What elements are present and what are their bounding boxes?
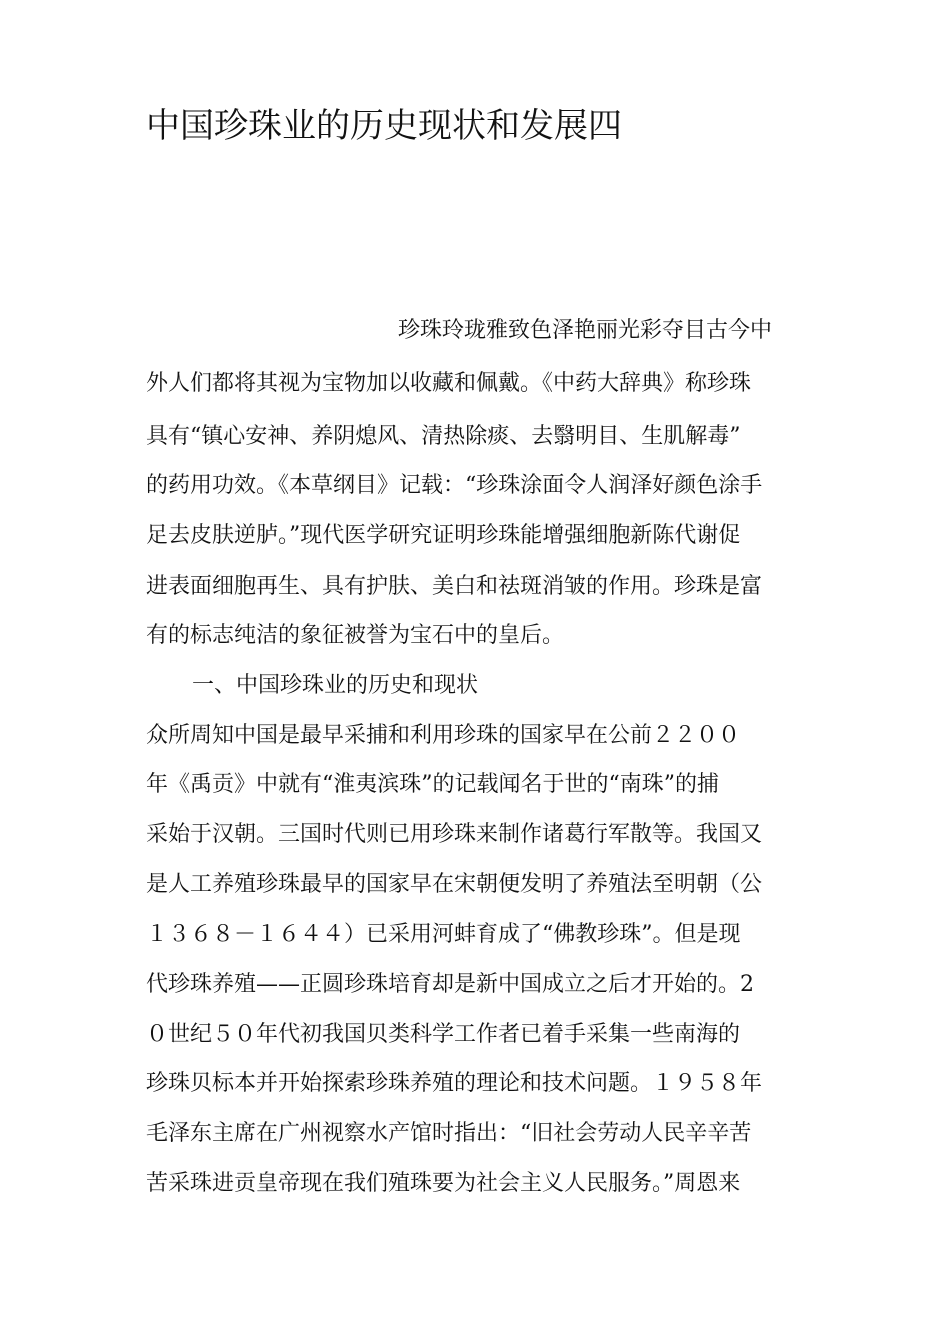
text-line: 毛泽东主席在广州视察水产馆时指出：“旧社会劳动人民辛辛苦	[146, 1121, 752, 1146]
text-line: ０世纪５０年代初我国贝类科学工作者已着手采集一些南海的	[146, 1022, 741, 1047]
text-line: 年《禹贡》中就有“淮夷滨珠”的记载闻名于世的“南珠”的捕	[146, 772, 719, 797]
text-line: 的药用功效。《本草纲目》记载：“珍珠涂面令人润泽好颜色涂手	[146, 473, 763, 498]
text-line: 具有“镇心安神、养阴熄风、清热除痰、去翳明目、生肌解毒”	[146, 424, 741, 449]
text-line: 众所周知中国是最早采捕和利用珍珠的国家早在公前２２００	[146, 723, 741, 748]
text-line: 是人工养殖珍珠最早的国家早在宋朝便发明了养殖法至明朝（公	[146, 872, 763, 897]
text-line: 足去皮肤逆胪。”现代医学研究证明珍珠能增强细胞新陈代谢促	[146, 523, 741, 548]
document-title: 中国珍珠业的历史现状和发展四	[146, 106, 622, 146]
text-line: 珍珠贝标本并开始探索珍珠养殖的理论和技术问题。１９５８年	[146, 1071, 763, 1096]
text-line: 珍珠玲珑雅致色泽艳丽光彩夺目古今中	[398, 318, 773, 343]
text-line: 苦采珠进贡皇帝现在我们殖珠要为社会主义人民服务。”周恩来	[146, 1171, 741, 1196]
text-line: 采始于汉朝。三国时代则已用珍珠来制作诸葛行军散等。我国又	[146, 822, 763, 847]
text-line: １３６８－１６４４）已采用河蚌育成了“佛教珍珠”。但是现	[146, 922, 741, 947]
text-line: 进表面细胞再生、具有护肤、美白和祛斑消皱的作用。珍珠是富	[146, 574, 763, 599]
text-line: 有的标志纯洁的象征被誉为宝石中的皇后。	[146, 623, 565, 648]
text-line: 代珍珠养殖——正圆珍珠培育却是新中国成立之后才开始的。2	[146, 972, 754, 997]
section-heading: 一、中国珍珠业的历史和现状	[192, 673, 479, 698]
text-line: 外人们都将其视为宝物加以收藏和佩戴。《中药大辞典》称珍珠	[146, 371, 752, 396]
